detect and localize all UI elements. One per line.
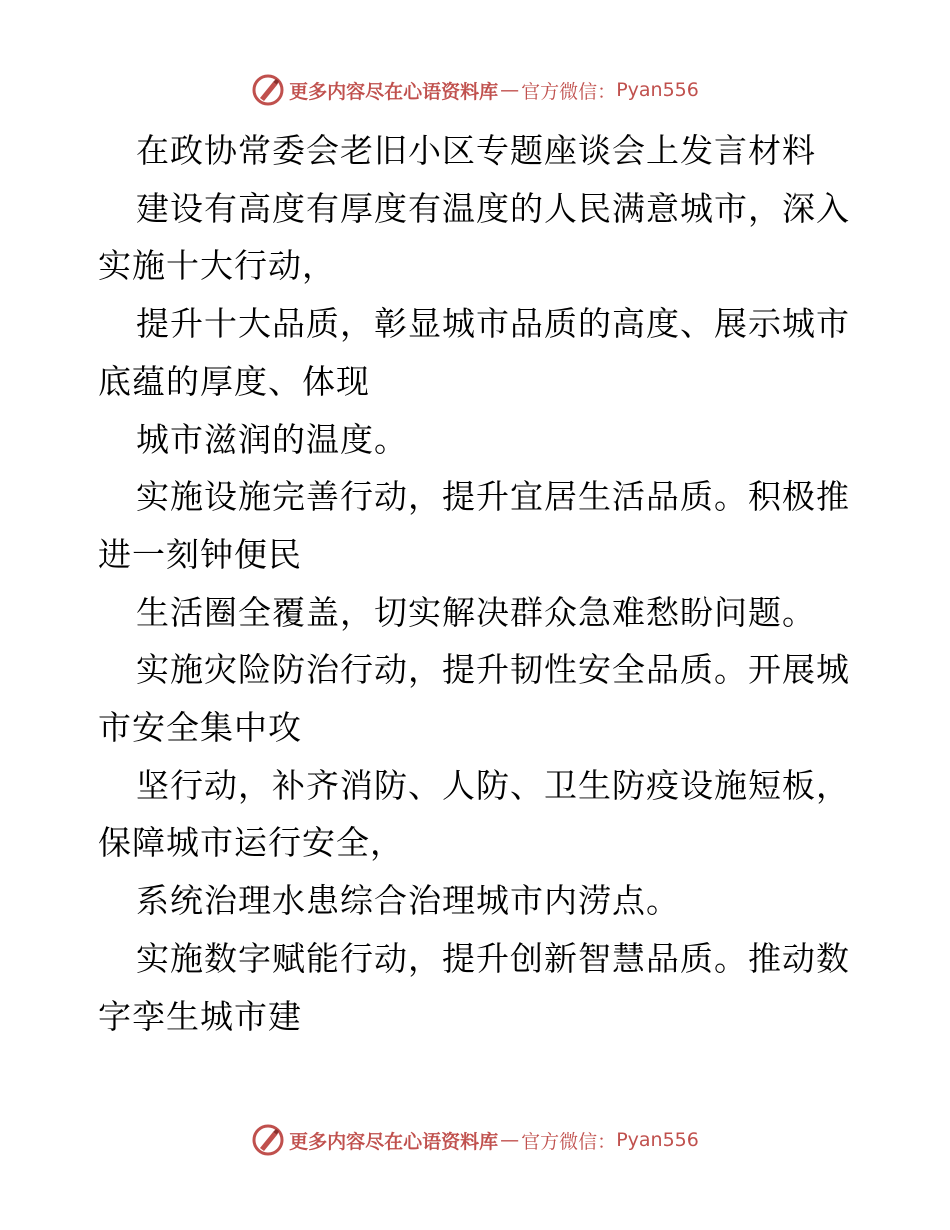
paragraph: 城市滋润的温度。 (136, 419, 408, 459)
paragraph: 实施数字赋能行动，提升创新智慧品质。推动数字孪生城市建 (98, 938, 850, 1036)
footer-contact-id: Pyan556 (616, 1129, 699, 1151)
paragraph: 实施灾险防治行动，提升韧性安全品质。开展城市安全集中攻 (98, 650, 850, 748)
paragraph: 系统治理水患综合治理城市内涝点。 (136, 881, 680, 921)
paragraph: 生活圈全覆盖，切实解决群众急难愁盼问题。 (136, 592, 816, 632)
paragraph: 建设有高度有厚度有温度的人民满意城市，深入实施十大行动， (98, 188, 850, 286)
pen-logo-icon (251, 1123, 285, 1157)
header-contact-id: Pyan556 (616, 79, 699, 101)
paragraph: 实施设施完善行动，提升宜居生活品质。积极推进一刻钟便民 (98, 477, 850, 574)
document-body (98, 122, 858, 1045)
header-watermark (0, 70, 950, 110)
footer-dash: — (500, 1129, 520, 1151)
footer-contact-label: 官方微信： (521, 1130, 617, 1153)
pen-logo-icon (251, 73, 285, 107)
footer-lead-text: 更多内容尽在心语资料库 (289, 1130, 499, 1153)
header-dash: — (500, 79, 520, 101)
footer-watermark (0, 1120, 950, 1160)
header-lead-text: 更多内容尽在心语资料库 (289, 80, 499, 103)
paragraph: 坚行动，补齐消防、人防、卫生防疫设施短板，保障城市运行安全， (98, 765, 850, 863)
header-contact-label: 官方微信： (521, 80, 617, 103)
document-title: 在政协常委会老旧小区专题座谈会上发言材料 (136, 131, 816, 170)
paragraph: 提升十大品质，彰显城市品质的高度、展示城市底蕴的厚度、体现 (98, 304, 850, 401)
